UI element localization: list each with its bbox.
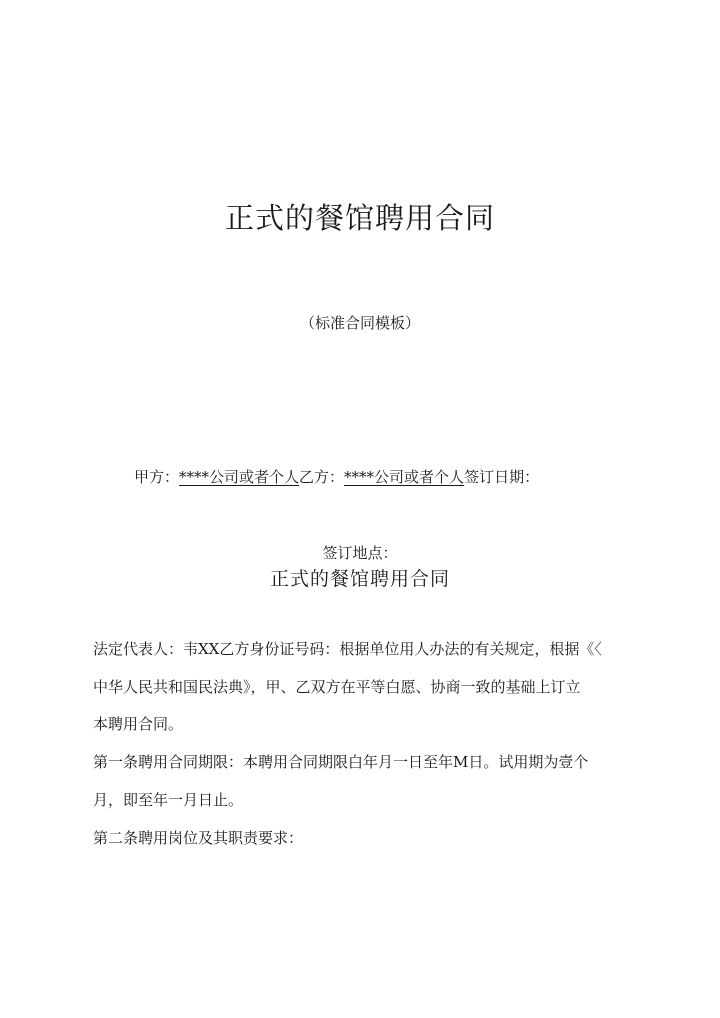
sign-date-label: 签订日期：: [464, 468, 540, 486]
body-line: 法定代表人：韦XX乙方身份证号码：根据单位用人办法的有关规定，根据《〈: [93, 640, 602, 658]
party-a-value: ****公司或者个人: [179, 468, 300, 486]
body-line: 第二条聘用岗位及其职责要求：: [93, 829, 304, 847]
parties-line: [134, 466, 539, 487]
body-line: 中华人民共和国民法典》，甲、乙双方在平等白愿、协商一致的基础上订立: [93, 678, 581, 696]
document-title: 正式的餐馆聘用合同: [224, 201, 495, 235]
document-subtitle: （标准合同模板）: [299, 314, 420, 332]
party-a-label: 甲方：: [134, 468, 180, 486]
party-b-value: ****公司或者个人: [344, 468, 465, 486]
body-line: 第一条聘用合同期限：本聘用合同期限白年月一日至年M日。试用期为壹个: [93, 753, 589, 771]
party-b-label: 乙方：: [299, 468, 345, 486]
sign-place-label: 签订地点：: [322, 544, 398, 562]
body-line: 月，即至年一月日止。: [93, 791, 244, 809]
document-title-repeat: 正式的餐馆聘用合同: [269, 568, 450, 590]
body-line: 本聘用合同。: [93, 715, 184, 733]
